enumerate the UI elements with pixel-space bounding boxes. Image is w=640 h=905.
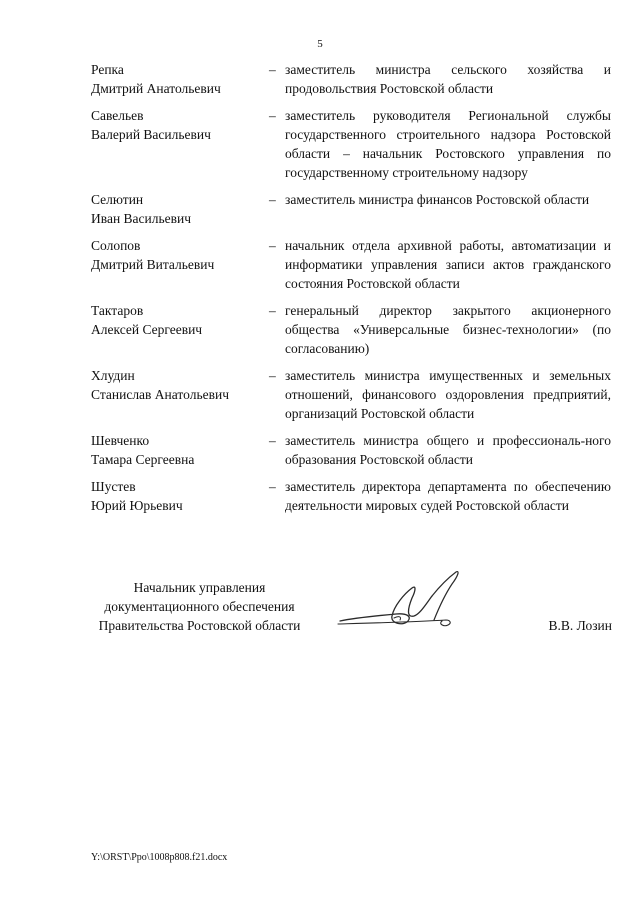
member-given-names: Юрий Юрьевич bbox=[91, 498, 183, 513]
member-dash: – bbox=[269, 238, 276, 253]
member-row bbox=[91, 236, 611, 293]
member-given-names: Станислав Анатольевич bbox=[91, 387, 229, 402]
member-given-names: Тамара Сергеевна bbox=[91, 452, 195, 467]
member-given-names: Дмитрий Анатольевич bbox=[91, 81, 221, 96]
member-surname: Солопов bbox=[91, 238, 141, 253]
member-dash: – bbox=[269, 108, 276, 123]
member-given-names: Валерий Васильевич bbox=[91, 127, 211, 142]
member-dash: – bbox=[269, 368, 276, 383]
member-surname: Репка bbox=[91, 62, 124, 77]
signer-title-line: Правительства Ростовской области bbox=[98, 618, 301, 633]
member-dash: – bbox=[269, 479, 276, 494]
member-given-names: Иван Васильевич bbox=[91, 211, 192, 226]
file-path: Y:\ORST\Ppo\1008p808.f21.docx bbox=[91, 852, 228, 863]
member-surname: Шевченко bbox=[91, 433, 150, 448]
handwritten-signature bbox=[334, 566, 474, 636]
member-position: начальник отдела архивной работы, автоматизации и информатики управления записи актов гражданского состояния Ростовской области bbox=[285, 238, 611, 291]
member-row bbox=[91, 366, 611, 423]
member-surname: Хлудин bbox=[91, 368, 135, 383]
member-dash: – bbox=[269, 303, 276, 318]
member-position: заместитель директора департамента по обеспечению деятельности мировых судей Ростовской области bbox=[285, 479, 611, 513]
member-surname: Селютин bbox=[91, 192, 144, 207]
member-row bbox=[91, 431, 611, 469]
signer-name: В.В. Лозин bbox=[548, 618, 612, 633]
member-position: заместитель министра имущественных и земельных отношений, финансового оздоровления предприятий, организаций Ростовской области bbox=[285, 368, 611, 421]
signature-block bbox=[82, 578, 612, 648]
member-surname: Шустев bbox=[91, 479, 136, 494]
member-given-names: Дмитрий Витальевич bbox=[91, 257, 215, 272]
member-position: заместитель министра финансов Ростовской области bbox=[285, 192, 590, 207]
member-row bbox=[91, 301, 611, 358]
member-given-names: Алексей Сергеевич bbox=[91, 322, 203, 337]
member-row bbox=[91, 106, 611, 182]
member-name bbox=[91, 301, 269, 339]
member-name bbox=[91, 366, 269, 404]
member-row bbox=[91, 477, 611, 515]
member-position: заместитель министра сельского хозяйства и продовольствия Ростовской области bbox=[285, 62, 611, 96]
member-name bbox=[91, 60, 269, 98]
member-position: заместитель министра общего и профессиональ-ного образования Ростовской области bbox=[285, 433, 611, 467]
member-dash: – bbox=[269, 192, 276, 207]
member-dash: – bbox=[269, 62, 276, 77]
page-number: 5 bbox=[317, 38, 323, 50]
member-name bbox=[91, 106, 269, 144]
member-position: заместитель руководителя Региональной службы государственного строительного надзора Ростовской области – начальник Ростовского управления по государственному строительному надзору bbox=[285, 108, 611, 180]
signer-title-line: Начальник управления bbox=[133, 580, 266, 595]
member-surname: Тактаров bbox=[91, 303, 144, 318]
members-list bbox=[91, 60, 611, 523]
member-surname: Савельев bbox=[91, 108, 144, 123]
member-name bbox=[91, 236, 269, 274]
signer-title-line: документационного обеспечения bbox=[104, 599, 295, 614]
member-name bbox=[91, 477, 269, 515]
member-position: генеральный директор закрытого акционерного общества «Универсальные бизнес-технологии» (по согласованию) bbox=[285, 303, 611, 356]
member-name bbox=[91, 431, 269, 469]
member-row bbox=[91, 60, 611, 98]
member-row bbox=[91, 190, 611, 228]
signer-title bbox=[82, 578, 317, 635]
member-dash: – bbox=[269, 433, 276, 448]
member-name bbox=[91, 190, 269, 228]
